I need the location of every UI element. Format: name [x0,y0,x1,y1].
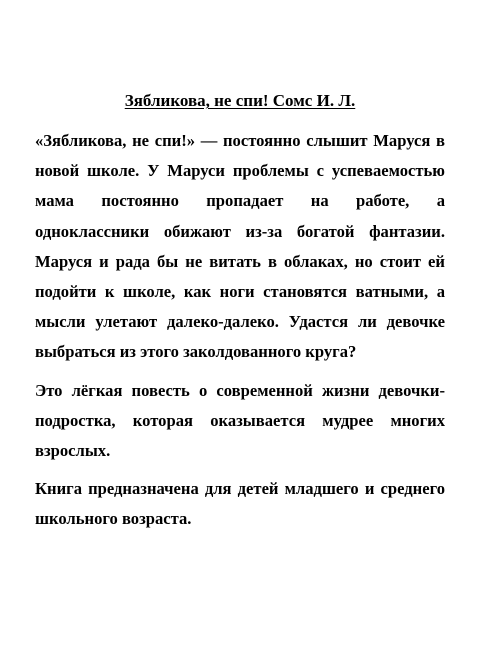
document-title: Зябликова, не спи! Сомс И. Л. [124,91,356,110]
document-body [35,126,445,543]
paragraph-synopsis: «Зябликова, не спи!» — постоянно слышит Маруся в новой школе. У Маруси проблемы с успеваемостью мама постоянно пропадает на работе, а одноклассники обижают из-за богатой фантазии. Маруся и рада бы не витать в облаках, но стоит ей подойти к школе, как ноги становятся ватными, а мысли улетают далеко-далеко. Удастся ли девочке выбраться из этого заколдованного круга? [35,131,445,362]
paragraph-description: Это лёгкая повесть о современной жизни девочки-подростка, которая оказывается мудрее многих взрослых. [35,380,445,461]
paragraph-audience: Книга предназначена для детей младшего и среднего школьного возраста. [35,479,445,529]
